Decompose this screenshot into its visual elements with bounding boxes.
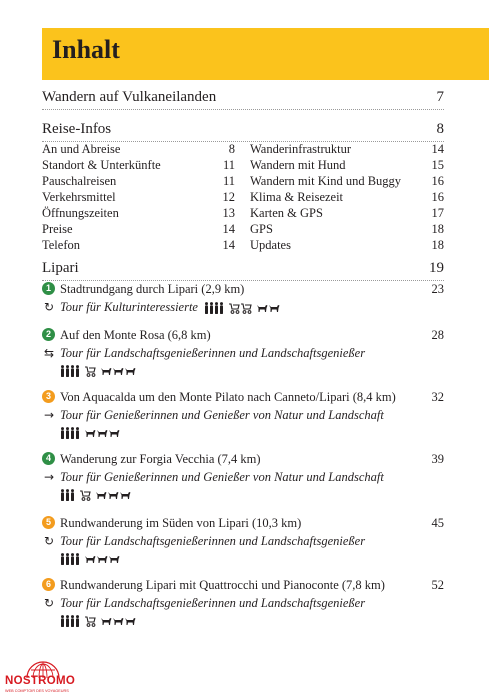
dog-icon	[96, 554, 108, 564]
entry-page: 11	[222, 158, 235, 172]
stroller-icon-group	[84, 365, 96, 377]
toc-entry[interactable]	[42, 157, 235, 173]
tour-description-text: Tour für Landschaftsgenießerinnen und Landschaftsgenießer	[60, 346, 366, 360]
loop-icon: ↻	[43, 596, 55, 610]
there-and-back-icon: ⇆	[43, 346, 55, 360]
tour-entry[interactable]	[42, 280, 444, 316]
tour-description	[60, 532, 365, 550]
entry-page: 16	[431, 174, 444, 188]
tour-number-badge: 6	[42, 578, 55, 591]
dog-icon	[119, 490, 131, 500]
entry-label: An und Abreise	[42, 142, 121, 156]
section-page: 8	[436, 121, 444, 137]
tour-entry[interactable]	[42, 514, 444, 568]
people-icon-group	[60, 365, 80, 377]
tour-description	[60, 468, 384, 486]
tour-title: Von Aquacalda um den Monte Pilato nach Canneto/Lipari (8,4 km)	[60, 390, 396, 404]
entry-label: Preise	[42, 222, 73, 236]
section-title: Wandern auf Vulkaneilanden	[42, 89, 217, 105]
entry-label: Wandern mit Hund	[250, 158, 346, 172]
stroller-icon	[84, 365, 96, 377]
dog-icon	[95, 490, 107, 500]
loop-icon: ↻	[43, 300, 55, 314]
tour-entry[interactable]	[42, 576, 444, 630]
toc-entry[interactable]	[42, 173, 235, 189]
section-title: Reise-Infos	[42, 121, 112, 137]
tour-description	[60, 298, 280, 316]
tour-title: Stadtrundgang durch Lipari (2,9 km)	[60, 282, 245, 296]
tour-title: Auf den Monte Rosa (6,8 km)	[60, 328, 211, 342]
tour-suitability-icons	[60, 426, 120, 439]
tour-description-text: Tour für Kulturinteressierte	[60, 300, 198, 314]
dog-icon	[124, 366, 136, 376]
toc-entry[interactable]	[42, 189, 235, 205]
dog-icon-group	[95, 490, 131, 500]
toc-entry[interactable]	[250, 237, 444, 253]
tour-number-badge: 5	[42, 516, 55, 529]
entry-page: 18	[431, 222, 444, 236]
people-icon-group	[60, 427, 80, 439]
loop-icon: ↻	[43, 534, 55, 548]
dog-icon-group	[84, 428, 120, 438]
person-icon	[75, 615, 80, 627]
dog-icon	[268, 303, 280, 313]
person-icon	[219, 302, 224, 314]
toc-entry[interactable]	[250, 141, 444, 157]
tour-description	[60, 594, 365, 612]
tour-title: Rundwanderung Lipari mit Quattrocchi und Pianoconte (7,8 km)	[60, 578, 385, 592]
toc-entry[interactable]	[250, 173, 444, 189]
dog-icon	[107, 490, 119, 500]
entry-page: 15	[431, 158, 444, 172]
section-title: Lipari	[42, 260, 79, 276]
page-header	[42, 28, 489, 80]
toc-entry[interactable]	[42, 237, 235, 253]
entry-page: 14	[222, 222, 235, 236]
toc-entry[interactable]	[250, 157, 444, 173]
stroller-icon	[228, 302, 240, 314]
dog-icon	[124, 616, 136, 626]
person-icon	[70, 489, 75, 501]
tour-page: 45	[431, 516, 444, 530]
toc-entry[interactable]	[42, 205, 235, 221]
tour-number-badge: 3	[42, 390, 55, 403]
section-page: 7	[436, 89, 444, 105]
entry-label: Standort & Unterkünfte	[42, 158, 161, 172]
dog-icon	[112, 616, 124, 626]
toc-entry[interactable]	[42, 141, 235, 157]
section-wandern-auf-vulkaneilanden[interactable]	[42, 89, 444, 110]
stroller-icon-group	[79, 489, 91, 501]
tour-page: 32	[431, 390, 444, 404]
dog-icon	[84, 554, 96, 564]
entry-page: 11	[222, 174, 235, 188]
tour-entry[interactable]	[42, 388, 444, 442]
dog-icon	[96, 428, 108, 438]
entry-label: GPS	[250, 222, 273, 236]
tour-title: Rundwanderung im Süden von Lipari (10,3 km)	[60, 516, 302, 530]
person-icon	[75, 427, 80, 439]
toc-entry[interactable]	[42, 221, 235, 237]
entry-label: Wandern mit Kind und Buggy	[250, 174, 402, 188]
entry-label: Updates	[250, 238, 291, 252]
entry-page: 18	[431, 238, 444, 252]
entry-label: Pauschalreisen	[42, 174, 117, 188]
person-icon	[75, 553, 80, 565]
toc-entry[interactable]	[250, 189, 444, 205]
people-icon-group	[204, 302, 224, 314]
dog-icon-group	[100, 366, 136, 376]
tour-title: Wanderung zur Forgia Vecchia (7,4 km)	[60, 452, 261, 466]
dog-icon	[100, 616, 112, 626]
entry-page: 8	[228, 142, 235, 156]
person-icon	[75, 365, 80, 377]
tour-entry[interactable]	[42, 326, 444, 380]
logo-tagline: WEB COMPTOIR DES VOYAGEURS	[5, 689, 69, 693]
dog-icon-group	[100, 616, 136, 626]
dog-icon-group	[84, 554, 120, 564]
section-lipari[interactable]	[42, 260, 444, 281]
stroller-icon-group	[84, 615, 96, 627]
page-title: Inhalt	[52, 35, 120, 64]
entry-page: 13	[222, 206, 235, 220]
tour-suitability-icons	[60, 488, 131, 501]
tour-page: 52	[431, 578, 444, 592]
dog-icon	[256, 303, 268, 313]
section-reise-infos[interactable]	[42, 121, 444, 142]
tour-description	[60, 406, 384, 424]
entry-label: Karten & GPS	[250, 206, 323, 220]
tour-suitability-icons	[60, 614, 136, 627]
dog-icon	[84, 428, 96, 438]
entry-label: Klima & Reisezeit	[250, 190, 344, 204]
people-icon-group	[60, 615, 80, 627]
stroller-icon	[84, 615, 96, 627]
nostromo-logo	[3, 660, 83, 696]
tour-description-text: Tour für Genießerinnen und Genießer von Natur und Landschaft	[60, 408, 384, 422]
tour-page: 28	[431, 328, 444, 342]
toc-entry[interactable]	[250, 205, 444, 221]
entry-page: 14	[431, 142, 444, 156]
entry-label: Telefon	[42, 238, 80, 252]
tour-page: 23	[431, 282, 444, 296]
logo-wordmark: NOSTROMO	[5, 675, 76, 687]
dog-icon	[100, 366, 112, 376]
tour-description-text: Tour für Landschaftsgenießerinnen und Landschaftsgenießer	[60, 596, 366, 610]
toc-entry[interactable]	[250, 221, 444, 237]
tour-suitability-icons	[60, 552, 120, 565]
tour-number-badge: 2	[42, 328, 55, 341]
one-way-icon: →	[43, 470, 55, 484]
stroller-icon	[79, 489, 91, 501]
entry-page: 12	[222, 190, 235, 204]
stroller-icon	[240, 302, 252, 314]
section-page: 19	[429, 260, 444, 276]
entry-label: Wanderinfrastruktur	[250, 142, 352, 156]
dog-icon	[112, 366, 124, 376]
dog-icon	[108, 554, 120, 564]
stroller-icon-group	[228, 302, 252, 314]
tour-description-text: Tour für Genießerinnen und Genießer von Natur und Landschaft	[60, 470, 384, 484]
entry-page: 14	[222, 238, 235, 252]
tour-description-text: Tour für Landschaftsgenießerinnen und Landschaftsgenießer	[60, 534, 366, 548]
tour-description	[60, 344, 365, 362]
one-way-icon: →	[43, 408, 55, 422]
tour-entry[interactable]	[42, 450, 444, 504]
tour-page: 39	[431, 452, 444, 466]
people-icon-group	[60, 489, 75, 501]
reise-infos-left-column	[42, 141, 235, 253]
tour-suitability-icons	[60, 364, 136, 377]
tour-suitability-icons	[204, 302, 280, 315]
tour-number-badge: 1	[42, 282, 55, 295]
reise-infos-right-column	[250, 141, 444, 253]
people-icon-group	[60, 553, 80, 565]
dog-icon	[108, 428, 120, 438]
entry-label: Verkehrsmittel	[42, 190, 116, 204]
entry-page: 16	[431, 190, 444, 204]
dog-icon-group	[256, 303, 280, 313]
entry-label: Öffnungszeiten	[42, 206, 119, 220]
entry-page: 17	[431, 206, 444, 220]
tour-number-badge: 4	[42, 452, 55, 465]
